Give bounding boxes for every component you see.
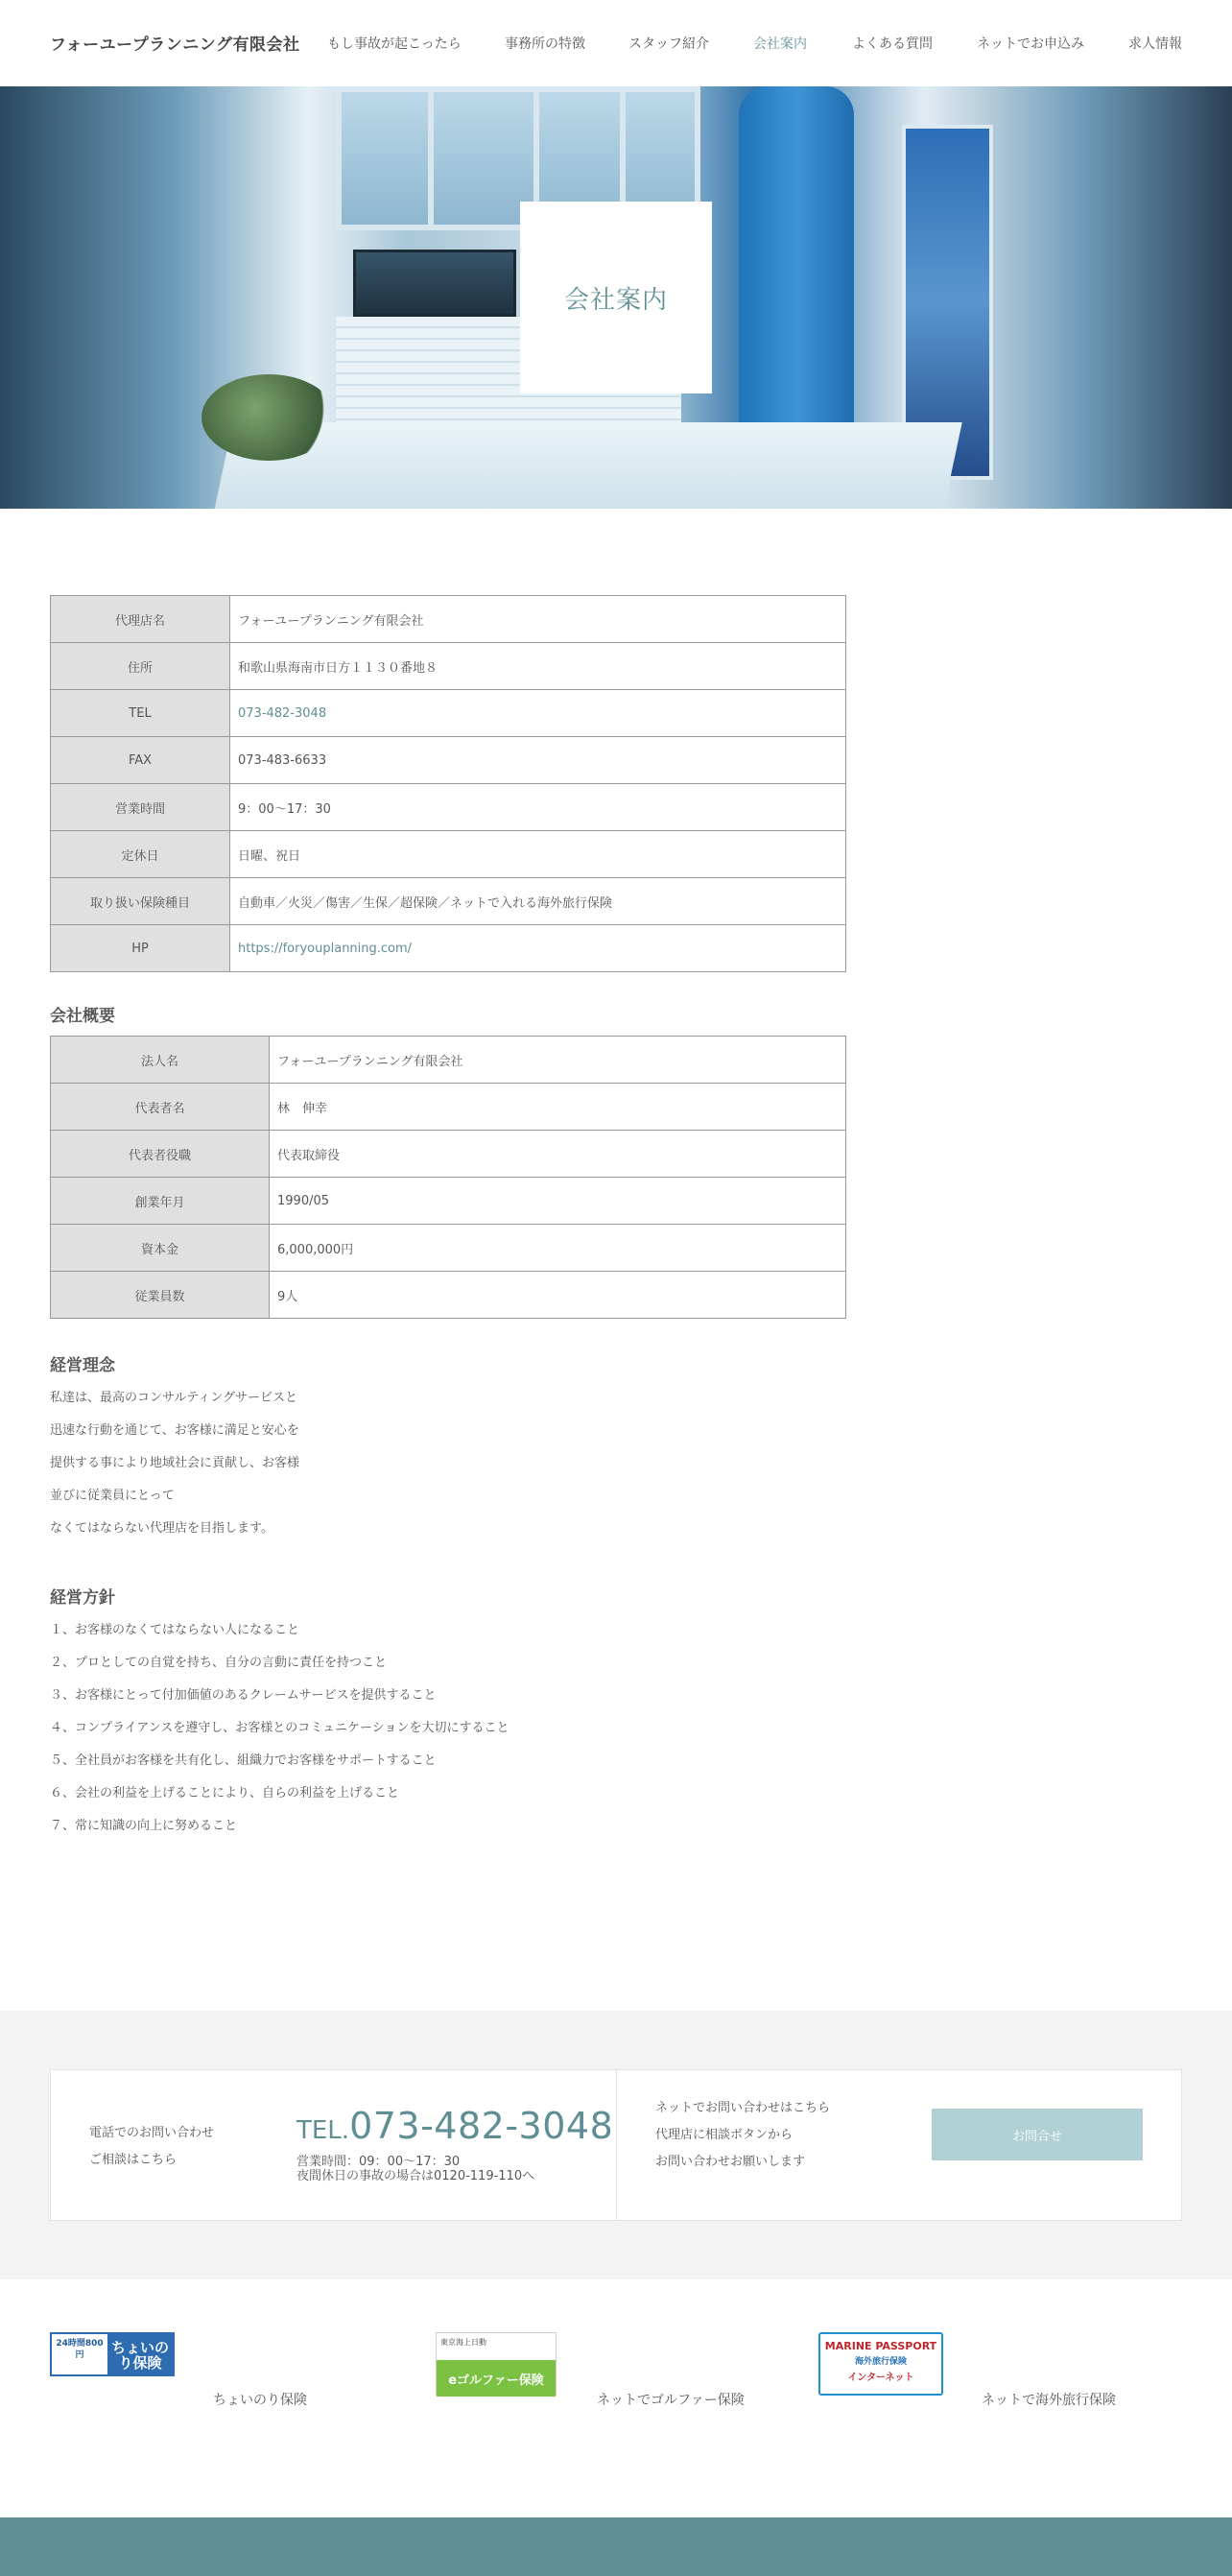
- net-line: ネットでお問い合わせはこちら: [655, 2101, 831, 2115]
- tel-link[interactable]: 073-482-3048: [238, 705, 327, 721]
- phone-lead-line: 電話でのお問い合わせ: [89, 2126, 215, 2140]
- hero-image: [0, 86, 1232, 509]
- site-logo[interactable]: フォーユープランニング有限会社: [50, 36, 300, 55]
- policy-item: ５、全社員がお客様を共有化し、組織力でお客様をサポートすること: [50, 1753, 437, 1768]
- table-value: 林 伸幸: [270, 1084, 846, 1131]
- nav-item-faq[interactable]: よくある質問: [852, 36, 933, 52]
- philosophy-line: 並びに従業員にとって: [50, 1489, 175, 1503]
- main-nav: [0, 34, 1232, 53]
- table-label: 創業年月: [51, 1178, 270, 1225]
- hero-plant: [201, 374, 336, 461]
- philosophy-line: なくてはならない代理店を目指します。: [50, 1521, 273, 1536]
- contact-phone-number[interactable]: [296, 2105, 613, 2147]
- business-hours: [296, 2155, 534, 2183]
- philosophy-line: 迅速な行動を通じて、お客様に満足と安心を: [50, 1423, 299, 1438]
- net-contact-text: [655, 2095, 830, 2176]
- table-value: フォーユープランニング有限会社: [270, 1037, 846, 1084]
- hero-title-box: [520, 202, 712, 394]
- policy-item: ４、コンプライアンスを遵守し、お客様とのコミュニケーションを大切にすること: [50, 1721, 509, 1735]
- table-label: 住所: [51, 643, 230, 690]
- tel-number: 073-482-3048: [349, 2105, 614, 2147]
- policy-item: ２、プロとしての自覚を持ち、自分の言動に責任を持つこと: [50, 1656, 388, 1670]
- choinori-banner-left: 24時間800円: [52, 2334, 107, 2374]
- contact-card: [50, 2069, 1182, 2221]
- contact-button[interactable]: お問合せ: [932, 2109, 1143, 2160]
- policy-item: ６、会社の利益を上げることにより、自らの利益を上げること: [50, 1786, 400, 1801]
- nav-item-accident[interactable]: もし事故が起こったら: [327, 36, 462, 52]
- contact-divider: [616, 2070, 617, 2220]
- table-label: 取り扱い保険種目: [51, 878, 230, 925]
- banner-marine-passport[interactable]: [818, 2332, 1183, 2409]
- net-line: お問い合わせお願いします: [655, 2155, 806, 2169]
- banner-label[interactable]: ネットで海外旅行保険: [982, 2393, 1116, 2408]
- table-row: [51, 1178, 846, 1225]
- nav-item-online-apply[interactable]: ネットでお申込み: [977, 36, 1084, 52]
- table-row: [51, 1225, 846, 1272]
- choinori-banner-right: ちょいのり保険: [107, 2334, 173, 2374]
- contact-section: [0, 2011, 1232, 2279]
- table-row: [51, 878, 846, 925]
- philosophy-line: 私達は、最高のコンサルティングサービスと: [50, 1391, 298, 1405]
- nav-item-recruit[interactable]: 求人情報: [1128, 36, 1182, 52]
- table-row: [51, 925, 846, 972]
- marine-passport-banner-icon[interactable]: [818, 2332, 943, 2396]
- table-row: [51, 1131, 846, 1178]
- golfer-banner-top: 東京海上日動: [440, 2338, 486, 2347]
- table-value: 自動車／火災／傷害／生保／超保険／ネットで入れる海外旅行保険: [230, 878, 846, 925]
- table-value: 073-483-6633: [230, 737, 846, 784]
- banner-choinori[interactable]: [50, 2332, 338, 2409]
- policy-item: １、お客様のなくてはならない人になること: [50, 1623, 300, 1637]
- table-label: 代表者名: [51, 1084, 270, 1131]
- table-value: 6,000,000円: [270, 1225, 846, 1272]
- table-value: 代表取締役: [270, 1131, 846, 1178]
- overview-heading: 会社概要: [50, 1007, 115, 1026]
- philosophy-line: 提供する事により地域社会に貢献し、お客様: [50, 1456, 300, 1470]
- table-label: 従業員数: [51, 1272, 270, 1319]
- nav-item-features[interactable]: 事務所の特徴: [505, 36, 585, 52]
- table-label: TEL: [51, 690, 230, 737]
- marine-banner-sub: 海外旅行保険: [854, 2357, 907, 2367]
- table-row: [51, 596, 846, 643]
- nav-item-staff[interactable]: スタッフ紹介: [628, 36, 709, 52]
- golfer-banner-bottom: eゴルファー保険: [437, 2360, 556, 2397]
- table-row: [51, 784, 846, 831]
- marine-banner-net: インターネット: [847, 2373, 914, 2383]
- table-row: [51, 737, 846, 784]
- table-label: 法人名: [51, 1037, 270, 1084]
- nav-item-company[interactable]: 会社案内: [753, 36, 807, 52]
- hero-banner-stand: [739, 86, 854, 422]
- table-label: 代表者役職: [51, 1131, 270, 1178]
- table-row: [51, 1084, 846, 1131]
- table-label: 定休日: [51, 831, 230, 878]
- hours-line: 営業時間：09：00～17：30: [296, 2155, 461, 2169]
- table-value: 日曜、祝日: [230, 831, 846, 878]
- marine-banner-title: MARINE PASSPORT: [824, 2340, 937, 2352]
- choinori-banner-icon[interactable]: [50, 2332, 175, 2376]
- night-contact-line: 夜間休日の事故の場合は0120-119-110へ: [296, 2169, 535, 2183]
- hero-aquarium: [353, 250, 516, 317]
- table-value: 1990/05: [270, 1178, 846, 1225]
- banner-label[interactable]: ちょいのり保険: [213, 2393, 307, 2408]
- philosophy-text: [50, 1382, 299, 1545]
- tel-prefix: TEL.: [296, 2116, 350, 2145]
- policy-heading: 経営方針: [50, 1588, 115, 1608]
- page-title: 会社案内: [563, 285, 668, 315]
- table-row: [51, 1037, 846, 1084]
- site-footer: [0, 2517, 1232, 2576]
- table-value: 9人: [270, 1272, 846, 1319]
- table-label: HP: [51, 925, 230, 972]
- policy-item: ３、お客様にとって付加価値のあるクレームサービスを提供すること: [50, 1688, 437, 1703]
- table-value: 和歌山県海南市日方１１３０番地８: [230, 643, 846, 690]
- policy-list: [50, 1614, 509, 1843]
- phone-lead-line: ご相談はこちら: [89, 2153, 178, 2167]
- table-row: [51, 1272, 846, 1319]
- table-row: [51, 690, 846, 737]
- overview-table: [50, 1036, 846, 1319]
- table-label: 資本金: [51, 1225, 270, 1272]
- table-label: 代理店名: [51, 596, 230, 643]
- homepage-link[interactable]: https://foryouplanning.com/: [238, 941, 413, 956]
- site-header: [0, 0, 1232, 86]
- table-value: フォーユープランニング有限会社: [230, 596, 846, 643]
- net-line: 代理店に相談ボタンから: [655, 2128, 794, 2142]
- banner-label[interactable]: ネットでゴルファー保険: [597, 2393, 745, 2408]
- table-row: [51, 643, 846, 690]
- table-label: 営業時間: [51, 784, 230, 831]
- banner-golfer[interactable]: [436, 2332, 781, 2409]
- philosophy-heading: 経営理念: [50, 1356, 115, 1375]
- table-value: 9：00～17：30: [230, 784, 846, 831]
- table-row: [51, 831, 846, 878]
- golfer-banner-icon[interactable]: [436, 2332, 557, 2396]
- policy-item: ７、常に知識の向上に努めること: [50, 1819, 238, 1833]
- table-label: FAX: [51, 737, 230, 784]
- agency-info-table: [50, 595, 846, 972]
- phone-lead: [89, 2120, 214, 2174]
